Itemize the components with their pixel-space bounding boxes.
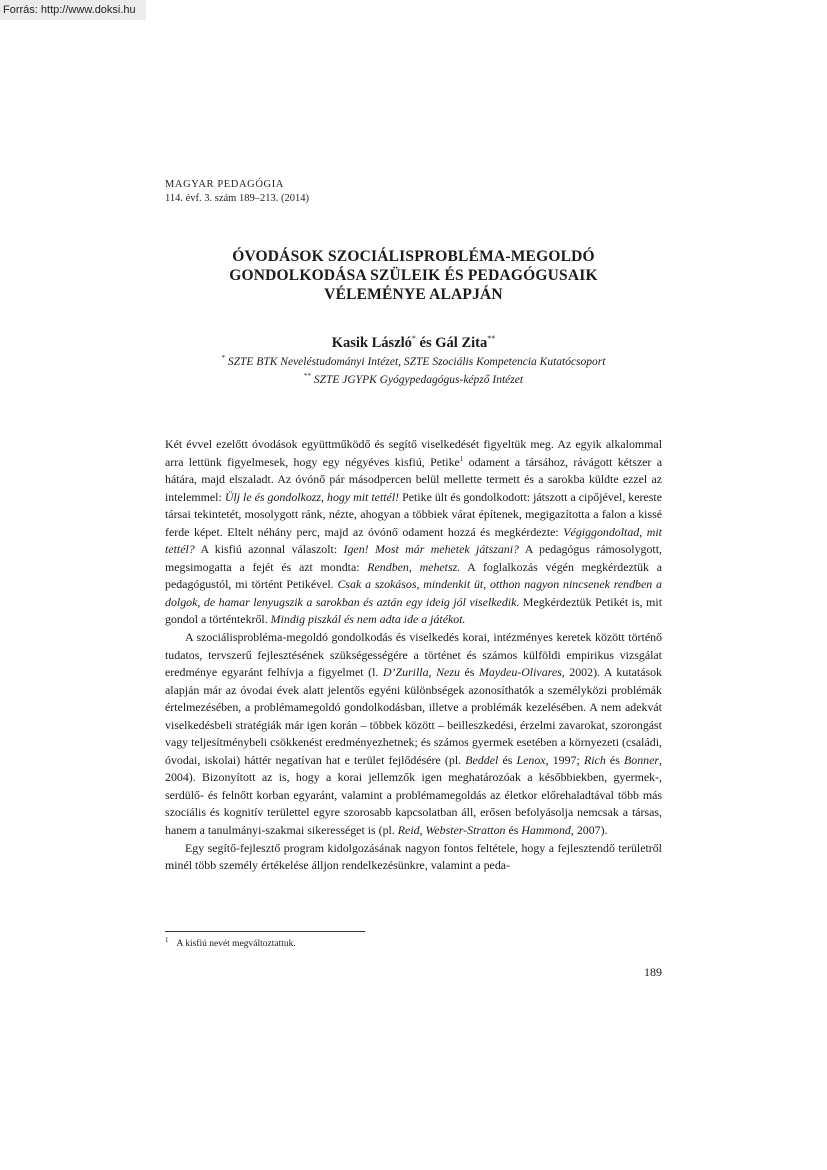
author-conjunction: és <box>415 335 436 351</box>
footnote <box>165 935 296 951</box>
paragraph-3: Egy segítő-fejlesztő program kidolgozásának nagyon fontos feltétele, hogy a fejlesztendő területről minél több személy értékelése álljon rendelkezésünkre, valamint a peda- <box>165 840 662 873</box>
journal-name: MAGYAR PEDAGÓGIA <box>165 179 284 190</box>
footnote-reference[interactable]: 1 <box>459 454 464 463</box>
source-link[interactable]: Forrás: http://www.doksi.hu <box>0 0 146 20</box>
author-2-mark: ** <box>487 334 496 344</box>
journal-header <box>165 178 309 206</box>
footnote-divider <box>165 931 365 932</box>
footnote-text: A kisfiú nevét megváltoztattuk. <box>176 939 296 949</box>
page-number: 189 <box>644 965 662 979</box>
title-line-2: GONDOLKODÁSA SZÜLEIK ÉS PEDAGÓGUSAIK <box>229 267 598 284</box>
title-line-3: VÉLEMÉNYE ALAPJÁN <box>324 286 503 303</box>
paragraph-2: A szociálisprobléma-megoldó gondolkodás és viselkedés korai, intézményes keretek között történő tudatos, tervszerű fejlesztésének szükségességére a történet és számos külföldi empirikus vizsgálat eredménye egyaránt felhívja a figyelmet (l. D’Zurilla, Nezu és Maydeu-Olivares, 2002). A kutatások alapján már az óvodai évek alatt jelentős egyéni különbségek azonosíthatók a személyközi problémák értelmezésében, a problémamegoldó gondolkodásban, illetve a problémák kezelésében. A nem adekvát viselkedésbeli stratégiák már igen korán – többek között – beilleszkedési, érzelmi zavarokat, szorongást vagy teljesítménybeli csökkenést eredményezhetnek; és számos gyermek esetében a környezeti (családi, óvodai, iskolai) háttér negatívan hat e terület fejlődésére (pl. Beddel és Lenox, 1997; Rich és Bonner, 2004). Bizonyított az is, hogy a korai jellemzők igen meghatározóak a későbbiekben, gyermek-, serdülő- és felnőtt korban egyaránt, valamint a problémamegoldás az életkor előrehaladtával több más szociális és kognitív területtel egyre szorosabb kapcsolatban áll, erősen befolyásolja nemcsak a társas, hanem a tanulmányi-szakmai sikerességet is (pl. Reid, Webster-Stratton és Hammond, 2007). <box>165 630 662 838</box>
footnote-mark: 1 <box>165 935 169 944</box>
author-1-mark: * <box>411 334 416 344</box>
author-1: Kasik László <box>331 335 412 351</box>
affiliation-2: ** SZTE JGYPK Gyógypedagógus-képző Intézet <box>303 372 524 386</box>
title-line-1: ÓVODÁSOK SZOCIÁLISPROBLÉMA-MEGOLDÓ <box>232 248 595 265</box>
authors <box>165 334 662 352</box>
paragraph-1: Két évvel ezelőtt óvodások együttműködő és segítő viselkedését figyeltük meg. Az egyik alkalommal arra lettünk figyelmesek, hogy egy négyéves kisfiú, Petike$^1$ odament a társához, rávágott kétszer a hátára, majd elszaladt. Az óvónő pár másodpercen belül mellette termett és a sarokba küldte ezzel az intelemmel: Ülj le és gondolkozz, hogy mit tettél! Petike ült és gondolkodott: játszott a cipőjével, kereste társai tekintetét, mosolygott ránk, nézte, ahogyan a többiek várat építenek, megigazította a falon a kissé ferde képet. Eltelt néhány perc, majd az óvónő odament hozzá és megkérdezte: Végiggondoltad, mit tettél? A kisfiú azonnal válaszolt: Igen! Most már mehetek játszani? A pedagógus rámosolygott, megsimogatta a fejét és azt mondta: Rendben, mehetsz. A foglalkozás végén megkérdeztük a pedagógustól, mi történt Petikével. Csak a szokásos, mindenkit üt, otthon nagyon nincsenek rendben a dolgok, de hamar lenyugszik a sarokban és aztán egy ideig jól viselkedik. Megkérdeztük Petikét is, mit gondol a történtekről. Mindig piszkál és nem adta ide a játékot. <box>165 437 662 627</box>
affiliation-1: * SZTE BTK Neveléstudományi Intézet, SZTE Szociális Kompetencia Kutatócsoport <box>221 354 606 368</box>
journal-issue: 114. évf. 3. szám 189–213. (2014) <box>165 193 309 204</box>
article-title <box>165 247 662 304</box>
article-body <box>165 436 662 875</box>
author-2: Gál Zita <box>435 335 488 351</box>
